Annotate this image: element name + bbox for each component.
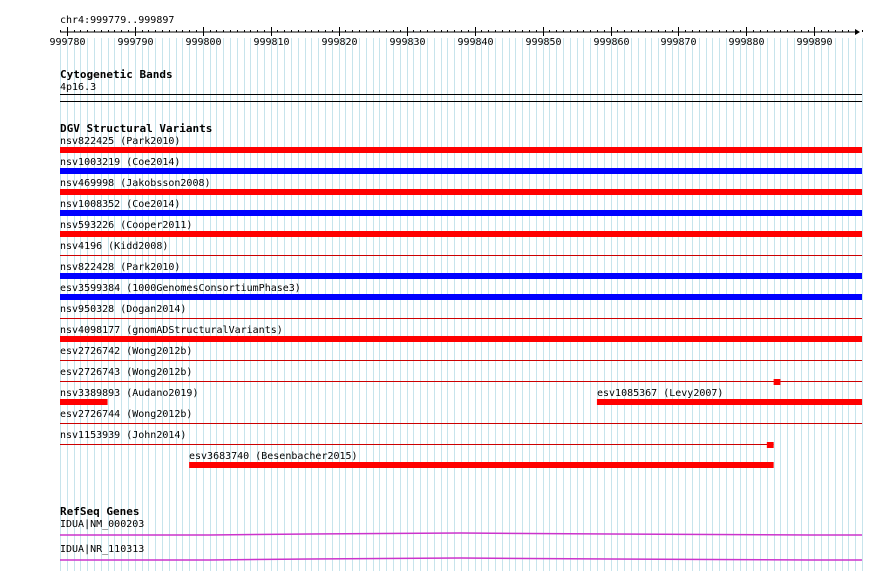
ruler-tick-label: 999880	[728, 37, 765, 48]
variant-label: nsv3389893 (Audano2019)	[60, 388, 199, 399]
variant-label: esv2726742 (Wong2012b)	[60, 346, 193, 357]
variant-label: nsv4196 (Kidd2008)	[60, 241, 169, 252]
gene-label: IDUA|NR_110313	[60, 544, 145, 555]
variant-bar[interactable]	[60, 294, 862, 300]
variant-bar[interactable]	[597, 399, 862, 405]
variant-block[interactable]	[774, 379, 781, 385]
variant-bar[interactable]	[60, 210, 862, 216]
variant-bar[interactable]	[60, 273, 862, 279]
variant-block[interactable]	[767, 442, 774, 448]
cytoband-label: 4p16.3	[60, 82, 97, 93]
ruler-tick-label: 999810	[253, 37, 290, 48]
variant-bar[interactable]	[60, 231, 862, 237]
variant-label: esv2726744 (Wong2012b)	[60, 409, 193, 420]
ruler[interactable]	[49, 15, 862, 48]
ruler-tick-label: 999840	[457, 37, 494, 48]
track-title-cytogenetic-bands: Cytogenetic Bands	[60, 68, 173, 81]
variant-label: nsv1003219 (Coe2014)	[60, 157, 181, 168]
variant-label: nsv1153939 (John2014)	[60, 430, 187, 441]
ruler-ticks	[49, 27, 862, 48]
track-title-refseq: RefSeq Genes	[60, 505, 140, 518]
ruler-tick-label: 999800	[185, 37, 222, 48]
variant-bar[interactable]	[60, 168, 862, 174]
variant-label: esv2726743 (Wong2012b)	[60, 367, 193, 378]
variant-bar[interactable]	[60, 189, 862, 195]
variant-label: nsv469998 (Jakobsson2008)	[60, 178, 211, 189]
ruler-tick-label: 999870	[660, 37, 697, 48]
variant-label: nsv822425 (Park2010)	[60, 136, 181, 147]
ruler-tick-label: 999890	[796, 37, 833, 48]
track-title-dgv: DGV Structural Variants	[60, 122, 213, 135]
variant-bar[interactable]	[60, 336, 862, 342]
variant-bar[interactable]	[60, 147, 862, 153]
variant-bar[interactable]	[189, 462, 774, 468]
variant-label: esv3599384 (1000GenomesConsortiumPhase3)	[60, 283, 301, 294]
ruler-tick-label: 999820	[321, 37, 358, 48]
variant-label: nsv1008352 (Coe2014)	[60, 199, 181, 210]
gene-label: IDUA|NM_000203	[60, 519, 145, 530]
variant-label: nsv4098177 (gnomADStructuralVariants)	[60, 325, 283, 336]
ruler-location: chr4:999779..999897	[60, 15, 175, 26]
ruler-tick-label: 999830	[389, 37, 426, 48]
variant-label: esv1085367 (Levy2007)	[597, 388, 724, 399]
ruler-tick-label: 999780	[49, 37, 86, 48]
variant-label: nsv822428 (Park2010)	[60, 262, 181, 273]
ruler-tick-label: 999860	[593, 37, 630, 48]
ruler-tick-label: 999850	[525, 37, 562, 48]
variant-label: nsv593226 (Cooper2011)	[60, 220, 193, 231]
variant-label: esv3683740 (Besenbacher2015)	[189, 451, 358, 462]
variant-bar[interactable]	[60, 399, 108, 405]
ruler-tick-label: 999790	[117, 37, 154, 48]
variant-label: nsv950328 (Dogan2014)	[60, 304, 187, 315]
variant-row[interactable]	[60, 430, 774, 448]
